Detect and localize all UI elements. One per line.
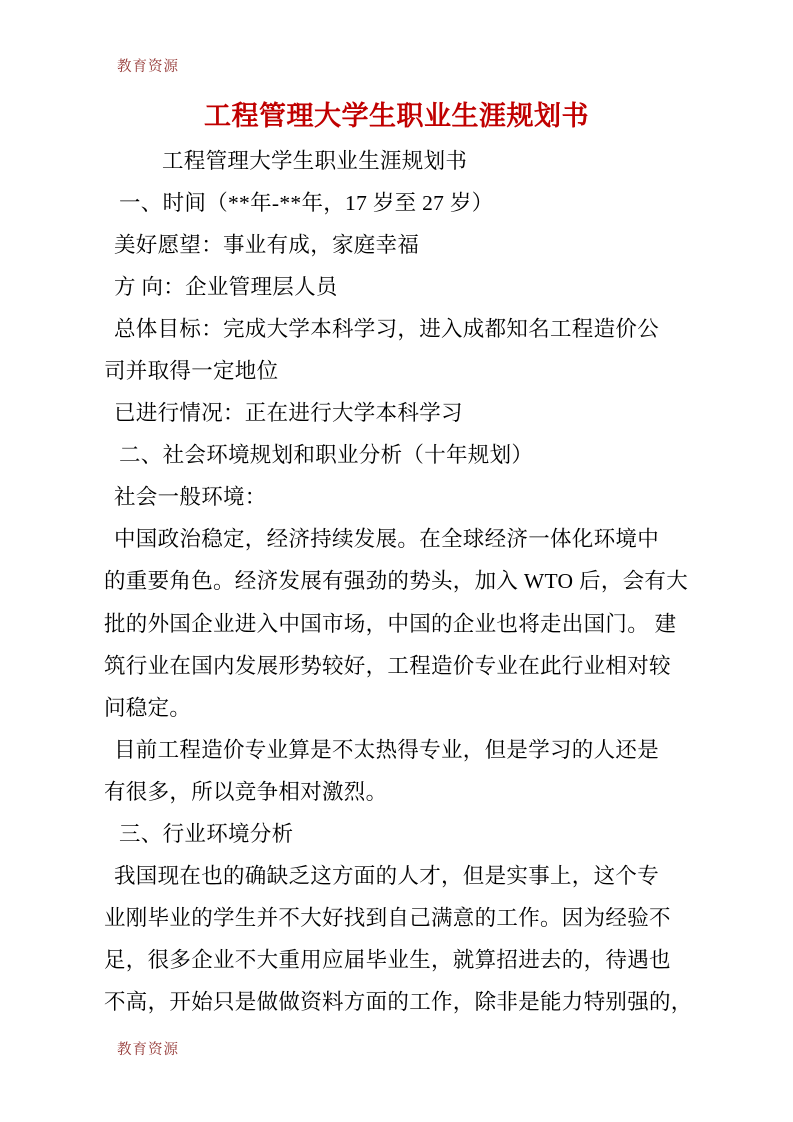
text-line: 三、行业环境分析 <box>119 822 294 847</box>
text-line: 社会一般环境： <box>114 485 267 510</box>
watermark-top: 教育资源 <box>117 59 179 75</box>
text-line: 业刚毕业的学生并不大好找到自己满意的工作。因为经验不 <box>104 906 671 931</box>
text-line: 我国现在也的确缺乏这方面的人才，但是实事上，这个专 <box>114 864 660 889</box>
document-title: 工程管理大学生职业生涯规划书 <box>204 101 589 131</box>
text-line: 的重要角色。经济发展有强劲的势头，加入 WTO 后，会有大 <box>104 569 689 594</box>
text-line: 问稳定。 <box>104 695 192 720</box>
text-line: 足，很多企业不大重用应届毕业生，就算招进去的，待遇也 <box>104 948 671 973</box>
text-line: 一、时间（**年-**年，17 岁至 27 岁） <box>119 190 494 215</box>
text-line: 二、社会环境规划和职业分析（十年规划） <box>119 443 534 468</box>
text-line: 司并取得一定地位 <box>104 359 279 384</box>
document-body <box>104 138 693 1022</box>
text-line: 目前工程造价专业算是不太热得专业，但是学习的人还是 <box>114 737 660 762</box>
text-line: 筑行业在国内发展形势较好，工程造价专业在此行业相对较 <box>104 653 671 678</box>
text-line: 方 向：企业管理层人员 <box>114 274 338 299</box>
text-line: 美好愿望：事业有成，家庭幸福 <box>114 232 420 257</box>
text-line: 中国政治稳定，经济持续发展。在全球经济一体化环境中 <box>114 527 660 552</box>
watermark-bottom: 教育资源 <box>117 1042 179 1058</box>
text-line: 有很多，所以竞争相对激烈。 <box>104 779 388 804</box>
text-line: 总体目标：完成大学本科学习，进入成都知名工程造价公 <box>114 316 660 341</box>
text-line: 已进行情况：正在进行大学本科学习 <box>114 401 463 426</box>
text-line: 不高，开始只是做做资料方面的工作，除非是能力特别强的， <box>104 990 693 1015</box>
text-line: 工程管理大学生职业生涯规划书 <box>162 148 468 173</box>
text-line: 批的外国企业进入中国市场，中国的企业也将走出国门。 建 <box>104 611 677 636</box>
